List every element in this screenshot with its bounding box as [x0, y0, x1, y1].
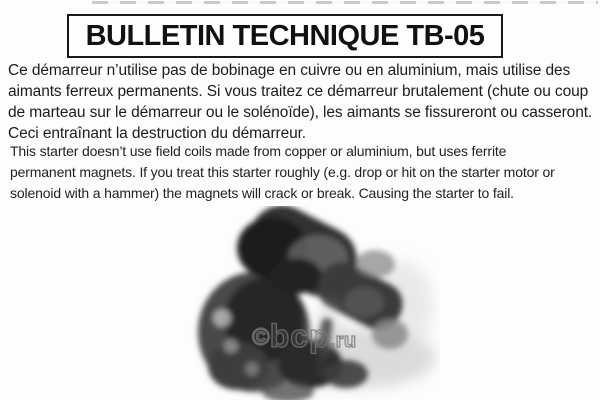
text-line: This starter doesn’t use field coils made from copper or aluminium, but uses ferrite: [10, 143, 507, 159]
copyright-icon: ©: [252, 324, 270, 351]
french-paragraph: [8, 60, 596, 144]
text-line: Ceci entraînant la destruction du démarreur.: [8, 125, 307, 142]
watermark-suffix: .ru: [329, 330, 357, 352]
text-line: solenoid with a hammer) the magnets will crack or break. Causing the starter to fail.: [10, 185, 514, 201]
text-line: permanent magnets. If you treat this starter roughly (e.g. drop or hit on the starter motor or: [10, 164, 555, 180]
page-title: BULLETIN TECHNIQUE TB-05: [85, 19, 485, 52]
text-line: de marteau sur le démarreur ou le solénoïde), les aimants se fissureront ou casseront.: [8, 104, 593, 121]
watermark: [252, 320, 357, 352]
scan-artifact-line: [92, 1, 598, 4]
english-paragraph: [10, 141, 598, 204]
text-line: Ce démarreur n’utilise pas de bobinage en cuivre ou en aluminium, mais utilise des: [8, 62, 571, 79]
starter-motor-figure: [168, 206, 440, 400]
watermark-text: bcp: [269, 318, 330, 354]
starter-motor-image: [168, 206, 440, 400]
title-box: [67, 14, 503, 58]
text-line: aimants ferreux permanents. Si vous traitez ce démarreur brutalement (chute ou coup: [8, 83, 589, 100]
